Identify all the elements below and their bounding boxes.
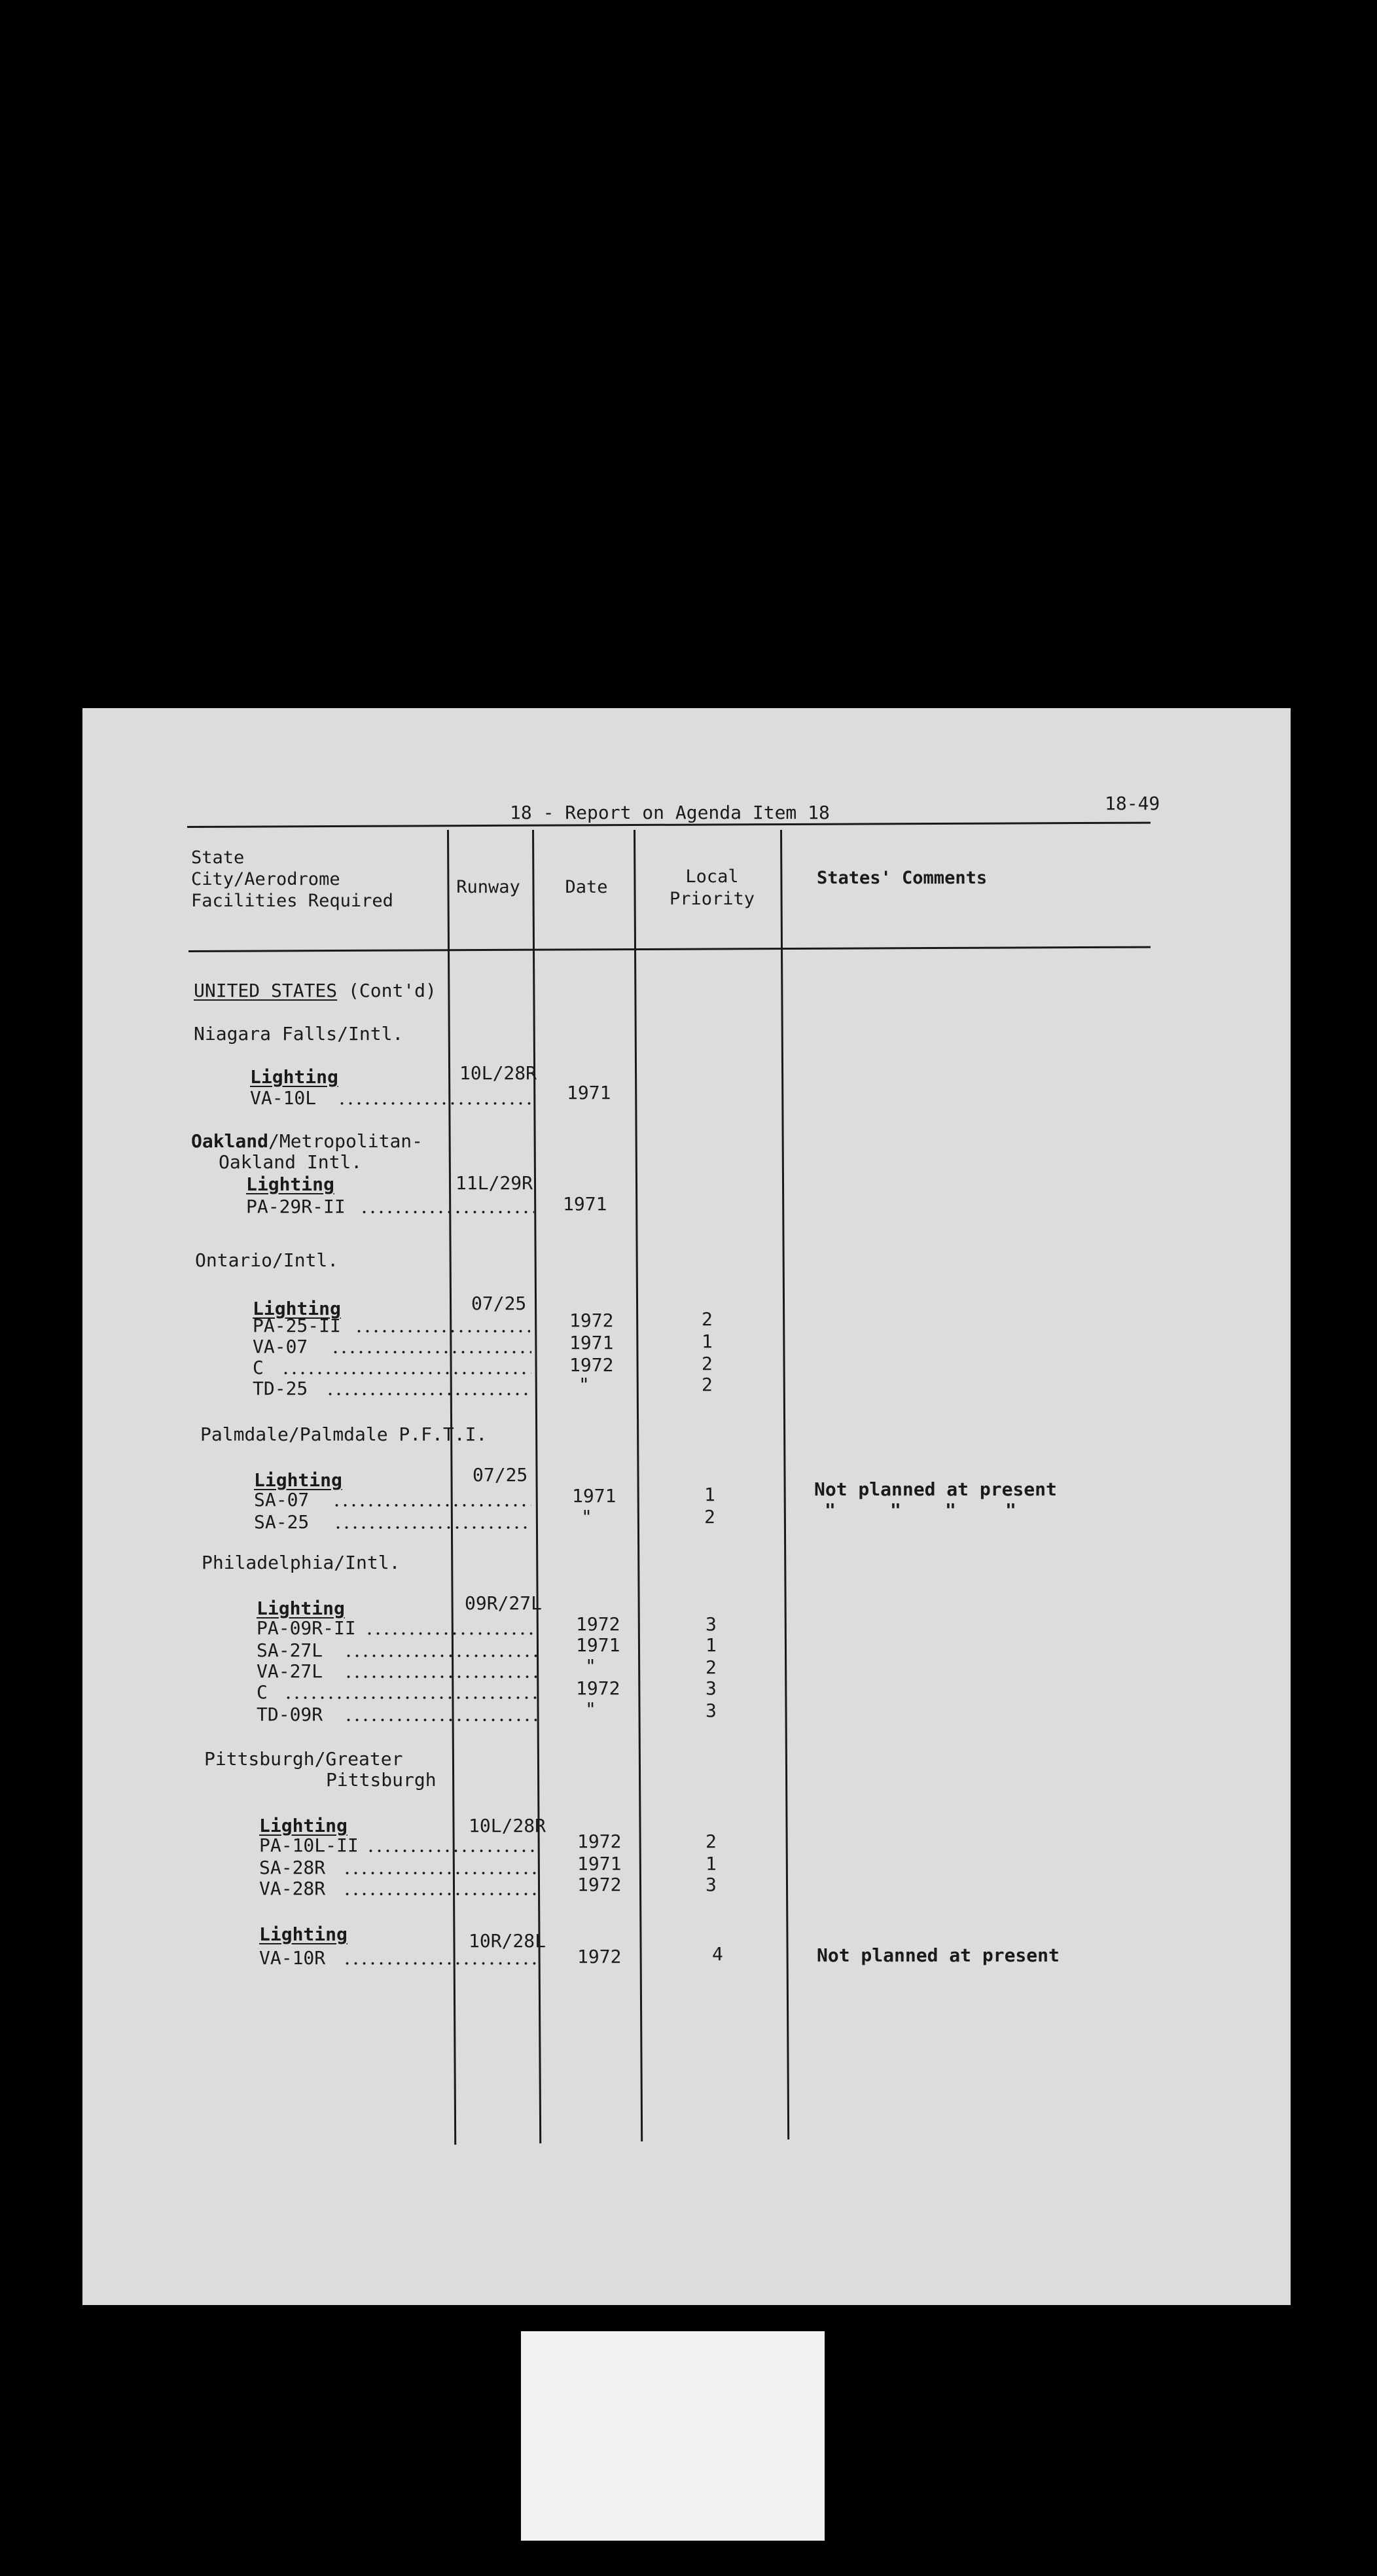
leader-dots bbox=[344, 1655, 537, 1657]
aerodrome-oakland-line2: Oakland Intl. bbox=[219, 1151, 363, 1173]
priority-cell: 2 bbox=[706, 1831, 717, 1852]
runway-palmdale: 07/25 bbox=[473, 1464, 528, 1486]
column-rule-comments-left bbox=[780, 830, 789, 2139]
priority-cell: 3 bbox=[706, 1613, 717, 1635]
priority-cell: 2 bbox=[702, 1353, 713, 1374]
facility-pa-09r-ii: PA-09R-II bbox=[257, 1617, 356, 1639]
facility-va-07: VA-07 bbox=[253, 1336, 308, 1357]
comment-ditto: " bbox=[945, 1499, 956, 1521]
facility-va-10r: VA-10R bbox=[259, 1947, 326, 1969]
priority-cell: 3 bbox=[706, 1677, 717, 1699]
date-cell: 1972 bbox=[576, 1613, 620, 1635]
leader-dots bbox=[367, 1850, 539, 1852]
priority-cell: 1 bbox=[706, 1853, 717, 1874]
facility-sa-07: SA-07 bbox=[254, 1489, 310, 1511]
heading-facilities-required: Facilities Required bbox=[191, 891, 393, 911]
date-cell: " bbox=[585, 1655, 596, 1677]
leader-dots bbox=[355, 1330, 530, 1333]
lighting-label: Lighting bbox=[259, 1815, 348, 1836]
leader-dots bbox=[332, 1504, 531, 1507]
runway-ontario: 07/25 bbox=[471, 1293, 527, 1314]
date-cell: 1972 bbox=[569, 1354, 614, 1376]
facility-pa-29r-ii: PA-29R-II bbox=[246, 1196, 346, 1217]
runway-pittsburgh: 10L/28R bbox=[469, 1815, 546, 1836]
document-page bbox=[82, 708, 1291, 2305]
leader-dots bbox=[338, 1102, 534, 1105]
priority-cell: 3 bbox=[706, 1700, 717, 1721]
facility-pa-10l-ii: PA-10L-II bbox=[259, 1834, 359, 1856]
priority-cell: 4 bbox=[712, 1943, 723, 1965]
date-cell: 1971 bbox=[563, 1193, 607, 1215]
priority-cell: 2 bbox=[702, 1374, 713, 1395]
facility-c: C bbox=[253, 1357, 264, 1378]
priority-cell: 1 bbox=[702, 1331, 713, 1352]
lighting-label: Lighting bbox=[246, 1173, 334, 1195]
state-name: UNITED STATES (Cont'd) bbox=[194, 980, 437, 1001]
column-rule-runway-left bbox=[447, 830, 456, 2145]
facility-td-25: TD-25 bbox=[253, 1378, 308, 1399]
priority-cell: 1 bbox=[704, 1484, 715, 1505]
blank-card bbox=[521, 2331, 825, 2541]
heading-runway: Runway bbox=[456, 877, 520, 897]
date-cell: 1971 bbox=[569, 1332, 614, 1353]
facility-td-09r: TD-09R bbox=[257, 1704, 323, 1725]
priority-cell: 1 bbox=[706, 1634, 717, 1656]
runway-niagara: 10L/28R bbox=[459, 1062, 537, 1084]
leader-dots bbox=[331, 1351, 531, 1353]
date-cell: 1971 bbox=[576, 1634, 620, 1656]
lighting-label: Lighting bbox=[257, 1598, 345, 1619]
priority-cell: 3 bbox=[706, 1874, 717, 1895]
comment-cell: Not planned at present bbox=[814, 1478, 1057, 1500]
date-cell: 1971 bbox=[572, 1485, 617, 1507]
leader-dots bbox=[281, 1372, 531, 1374]
date-cell: 1972 bbox=[577, 1946, 622, 1967]
aerodrome-ontario: Ontario/Intl. bbox=[195, 1249, 339, 1271]
date-cell: 1971 bbox=[577, 1853, 622, 1874]
date-cell: " bbox=[581, 1506, 592, 1528]
aerodrome-pittsburgh: Pittsburgh/Greater bbox=[204, 1748, 403, 1770]
priority-cell: 2 bbox=[704, 1506, 715, 1528]
aerodrome-philadelphia: Philadelphia/Intl. bbox=[202, 1552, 401, 1573]
facility-c: C bbox=[257, 1681, 268, 1703]
date-cell: 1972 bbox=[577, 1874, 622, 1895]
aerodrome-niagara: Niagara Falls/Intl. bbox=[194, 1023, 404, 1045]
lighting-label: Lighting bbox=[250, 1066, 338, 1088]
runway-philadelphia: 09R/27L bbox=[465, 1592, 543, 1614]
facility-sa-28r: SA-28R bbox=[259, 1857, 326, 1878]
heading-date: Date bbox=[565, 877, 608, 897]
leader-dots bbox=[365, 1632, 537, 1635]
report-title: 18 - Report on Agenda Item 18 bbox=[510, 802, 830, 823]
facility-va-28r: VA-28R bbox=[259, 1878, 326, 1899]
facility-sa-25: SA-25 bbox=[254, 1511, 310, 1533]
leader-dots bbox=[360, 1211, 534, 1213]
aerodrome-oakland: Oakland/Metropolitan- bbox=[191, 1130, 423, 1152]
leader-dots bbox=[284, 1696, 537, 1699]
heading-local: Local bbox=[685, 867, 739, 887]
leader-dots bbox=[326, 1393, 533, 1395]
facility-va-10l: VA-10L bbox=[250, 1087, 317, 1109]
leader-dots bbox=[343, 1872, 539, 1874]
lighting-label: Lighting bbox=[254, 1469, 342, 1491]
date-cell: 1971 bbox=[567, 1082, 611, 1103]
page-number: 18-49 bbox=[1105, 793, 1160, 814]
lighting-label: Lighting bbox=[253, 1298, 341, 1319]
priority-cell: 2 bbox=[706, 1656, 717, 1678]
heading-city-aerodrome: City/Aerodrome bbox=[191, 869, 340, 889]
leader-dots bbox=[344, 1719, 537, 1721]
comment-ditto: " bbox=[890, 1499, 901, 1521]
comment-ditto: " bbox=[825, 1499, 836, 1521]
comment-ditto: " bbox=[1005, 1499, 1016, 1521]
facility-va-27l: VA-27L bbox=[257, 1660, 323, 1682]
facility-sa-27l: SA-27L bbox=[257, 1639, 323, 1661]
leader-dots bbox=[344, 1675, 537, 1678]
aerodrome-pittsburgh-line2: Pittsburgh bbox=[326, 1769, 437, 1791]
lighting-label: Lighting bbox=[259, 1923, 348, 1945]
leader-dots bbox=[343, 1893, 539, 1895]
leader-dots bbox=[334, 1526, 531, 1529]
heading-state: State bbox=[191, 848, 245, 868]
date-cell: 1972 bbox=[577, 1831, 622, 1852]
date-cell: " bbox=[585, 1698, 596, 1720]
leader-dots bbox=[343, 1962, 541, 1965]
priority-cell: 2 bbox=[702, 1308, 713, 1330]
heading-rule bbox=[188, 946, 1151, 952]
runway-pittsburgh-2: 10R/28L bbox=[469, 1930, 546, 1952]
date-cell: 1972 bbox=[576, 1677, 620, 1699]
comment-cell: Not planned at present bbox=[817, 1944, 1060, 1966]
heading-priority: Priority bbox=[669, 889, 755, 909]
date-cell: " bbox=[579, 1374, 590, 1395]
column-rule-priority-left bbox=[634, 830, 643, 2141]
date-cell: 1972 bbox=[569, 1310, 614, 1331]
runway-oakland: 11L/29R bbox=[456, 1172, 533, 1194]
heading-states-comments: States' Comments bbox=[817, 868, 988, 888]
facility-pa-25-ii: PA-25-II bbox=[253, 1315, 341, 1336]
aerodrome-palmdale: Palmdale/Palmdale P.F.T.I. bbox=[200, 1423, 488, 1445]
